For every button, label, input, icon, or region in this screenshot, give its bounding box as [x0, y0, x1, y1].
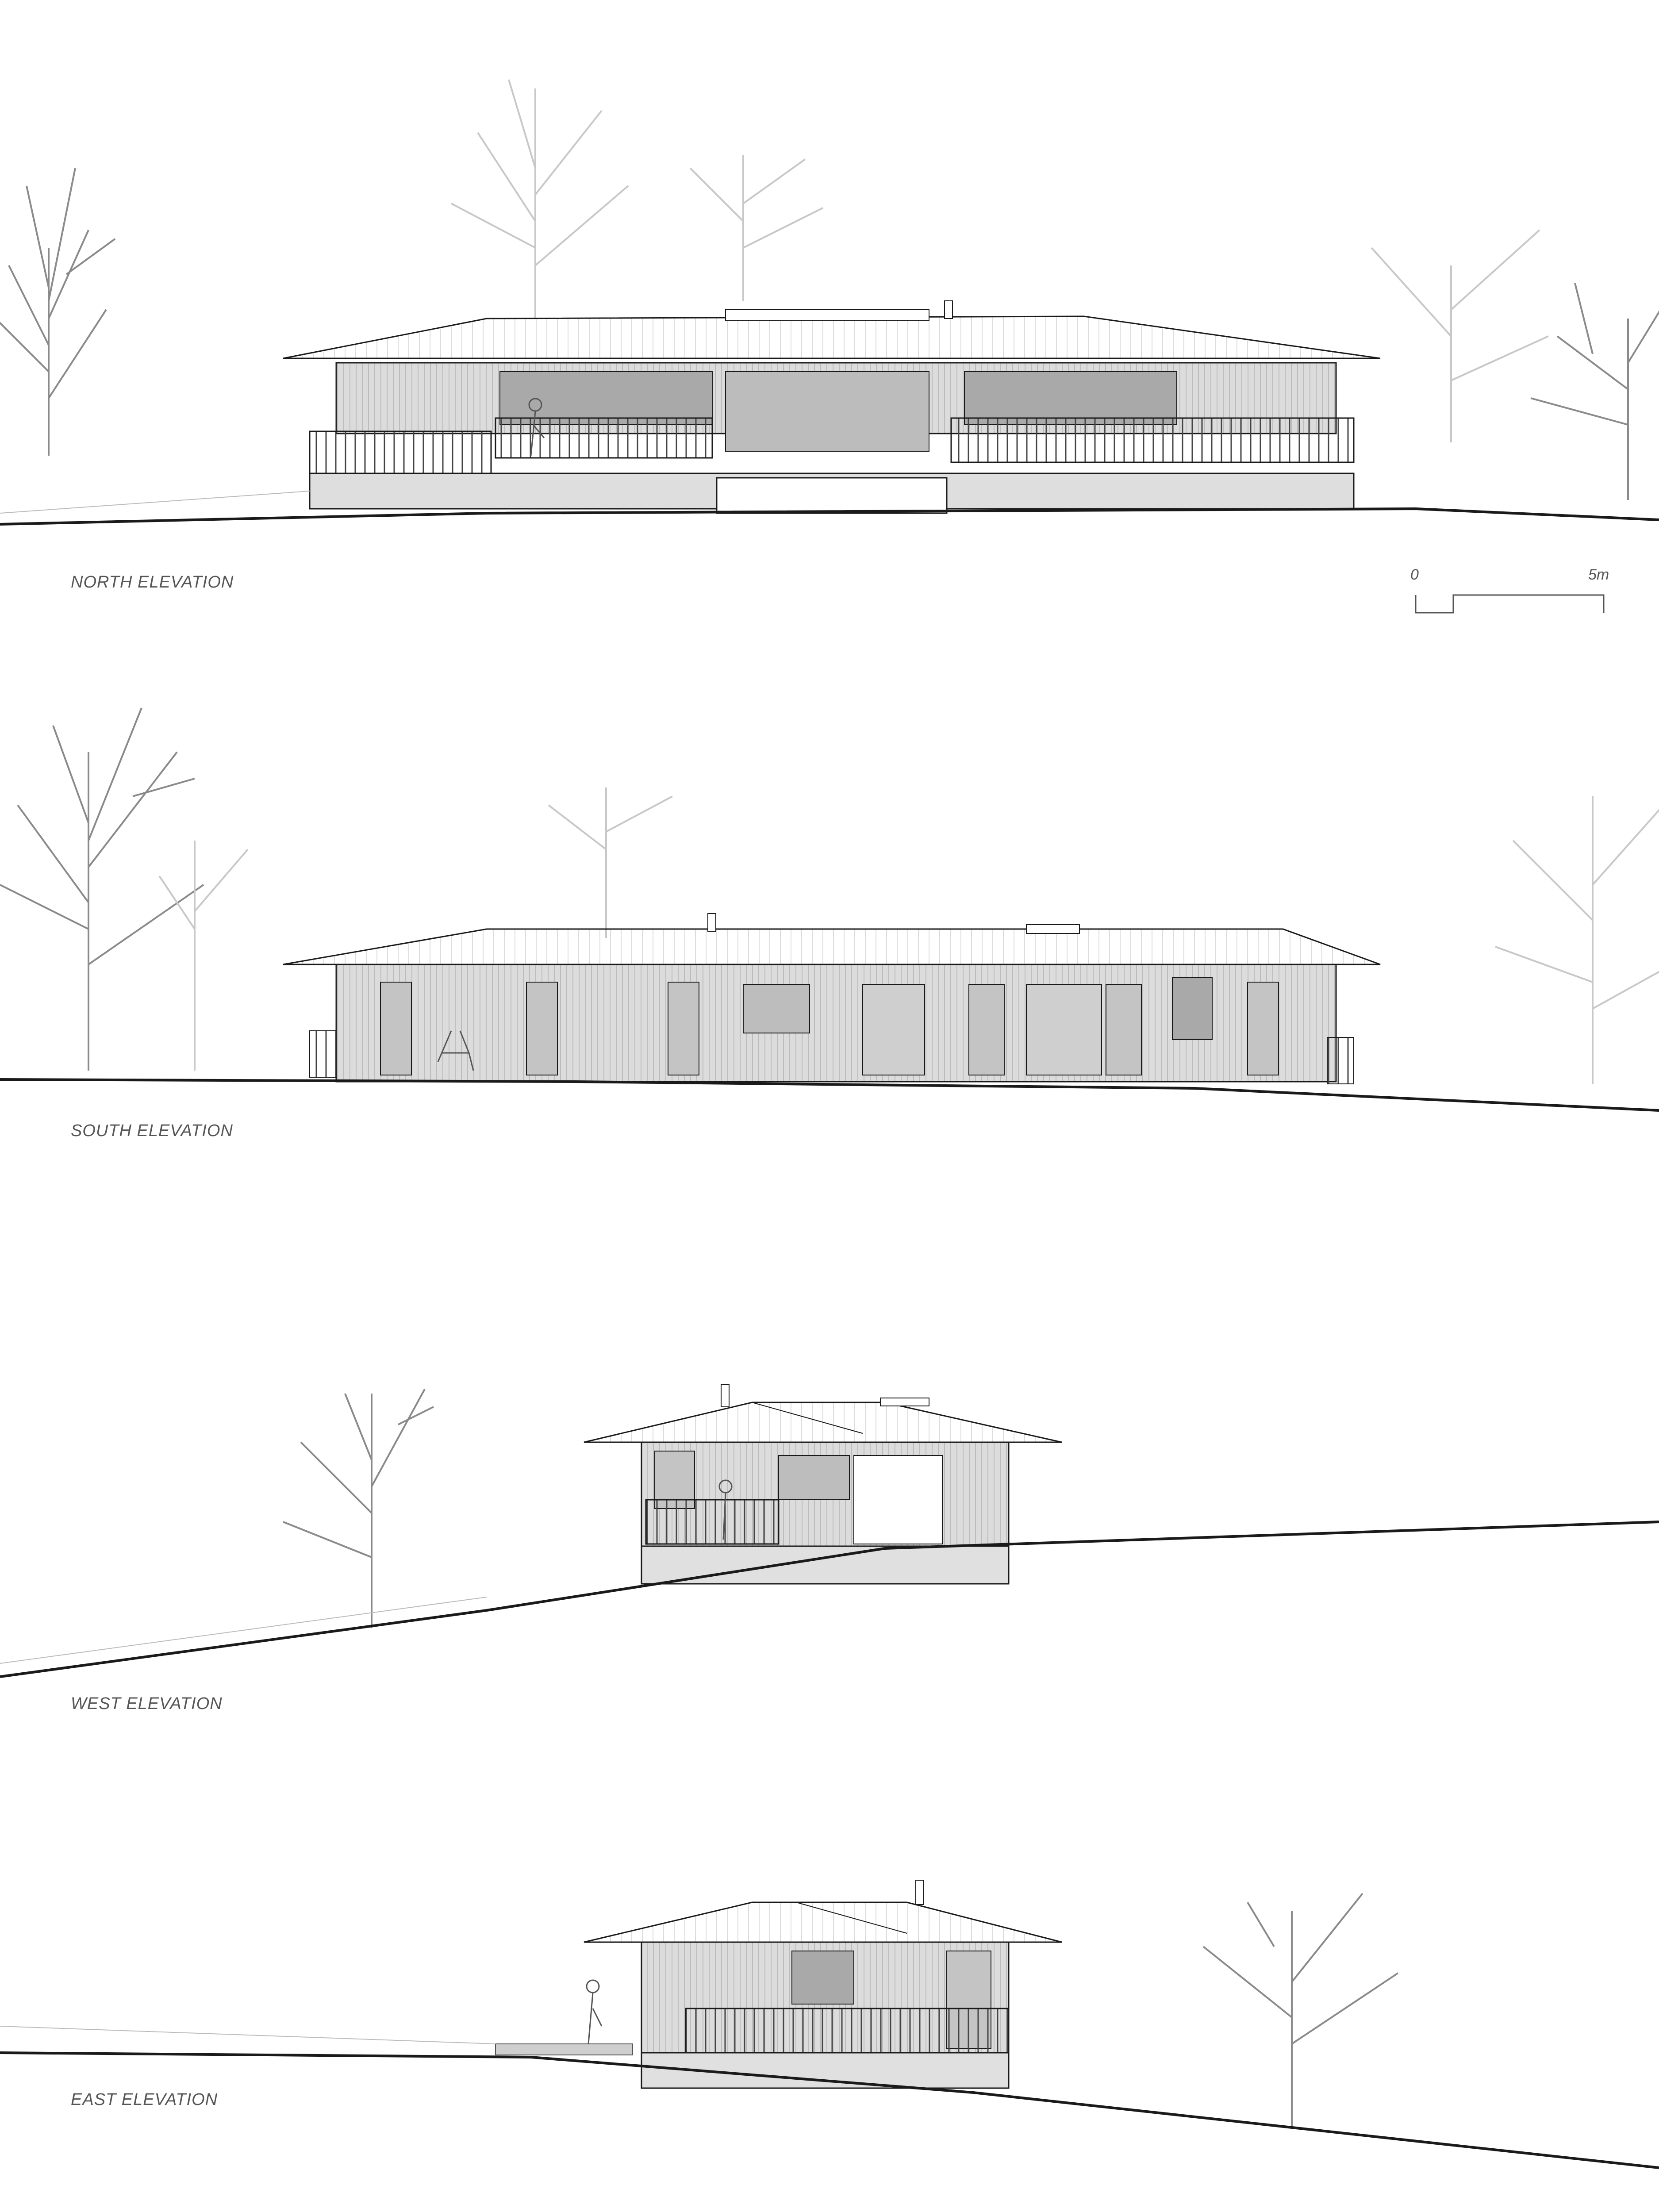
west-elevation-drawing — [0, 1385, 1659, 1677]
scale-bar-start-label: 0 — [1410, 566, 1419, 583]
tree-icon — [0, 708, 204, 1071]
drawing-caption: WEST ELEVATION — [71, 1694, 223, 1713]
north-elevation-drawing — [0, 80, 1659, 524]
scale-bar — [1416, 595, 1604, 613]
scale-bar-end-label: 5m — [1588, 566, 1609, 583]
drawing-caption: NORTH ELEVATION — [71, 573, 234, 591]
person-figure-icon — [587, 1980, 602, 2044]
drawing-caption: SOUTH ELEVATION — [71, 1121, 233, 1140]
ground-line — [0, 509, 1659, 524]
south-elevation-drawing — [0, 708, 1659, 1110]
east-elevation-drawing — [0, 1880, 1659, 2168]
drawing-caption: EAST ELEVATION — [71, 2090, 218, 2109]
tree-icon — [1203, 1893, 1398, 2128]
tree-icon — [1531, 283, 1659, 500]
tree-icon — [0, 168, 115, 456]
ground-line — [0, 1079, 1659, 1110]
tree-icon — [283, 1389, 434, 1628]
